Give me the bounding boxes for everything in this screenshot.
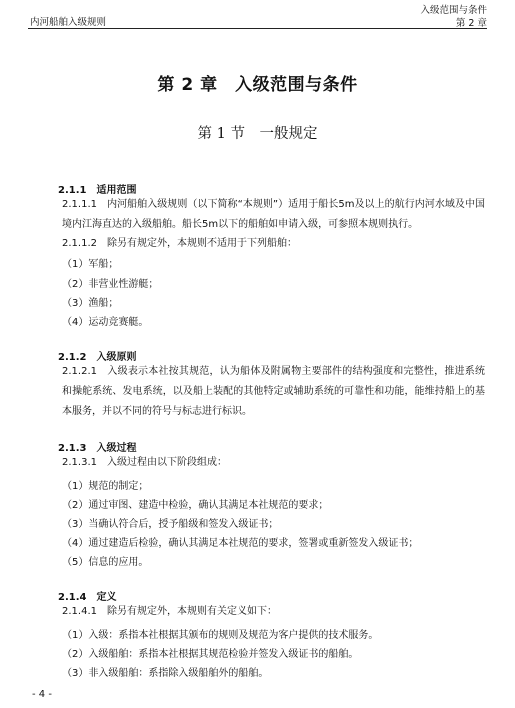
- list-item: （2）非营业性游艇；: [62, 279, 159, 290]
- header-chapter-number: 第 2 章: [455, 18, 487, 29]
- section-title: 第 1 节 一般规定: [197, 126, 318, 142]
- running-header-right: [420, 4, 487, 30]
- paragraph-text: 2.1.1.2 除另有规定外，本规则不适用于下列船舶：: [62, 238, 297, 249]
- list-item: （1）规范的制定；: [62, 481, 149, 492]
- chapter-title: 第 2 章 入级范围与条件: [157, 75, 358, 95]
- paragraph-text: 2.1.3.1 入级过程由以下阶段组成：: [62, 457, 227, 468]
- header-divider: [28, 28, 487, 29]
- paragraph-2-1-1-2: [35, 234, 485, 254]
- list-item: （4）运动竞赛艇。: [62, 317, 149, 328]
- heading-2-1-1: 2.1.1 适用范围: [58, 185, 137, 196]
- list-item: （3）渔船；: [62, 298, 119, 309]
- list-item: （2）通过审图、建造中检验，确认其满足本社规范的要求；: [62, 500, 329, 511]
- page-number: - 4 -: [32, 689, 52, 700]
- list-item: （1）军船；: [62, 259, 119, 270]
- list-item: （4）通过建造后检验，确认其满足本社规范的要求，签署或重新签发入级证书；: [62, 538, 419, 549]
- paragraph-2-1-1-1: [35, 195, 485, 235]
- paragraph-2-1-2-1: [35, 362, 485, 422]
- heading-2-1-2: 2.1.2 入级原则: [58, 352, 137, 363]
- paragraph-text: 2.1.2.1 入级表示本社按其规范，认为船体及附属物主要部件的结构强度和完整性，推进系统和操舵系统、发电系统，以及船上装配的其他特定或辅助系统的可靠性和功能，能维持船上的基本服务，并以不同的符号与标志进行标识。: [62, 366, 485, 417]
- list-item: （3）非入级船舶：系指除入级船舶外的船舶。: [62, 668, 269, 679]
- list-item: （5）信息的应用。: [62, 557, 149, 568]
- header-section-name: 入级范围与条件: [420, 5, 487, 16]
- heading-2-1-4: 2.1.4 定义: [58, 592, 117, 603]
- paragraph-2-1-3-1: [35, 453, 485, 473]
- paragraph-2-1-4-1: [35, 602, 485, 622]
- list-item: （3）当确认符合后，授予船级和签发入级证书；: [62, 519, 279, 530]
- list-item: （1）入级：系指本社根据其颁布的规则及规范为客户提供的技术服务。: [62, 630, 379, 641]
- list-item: （2）入级船舶：系指本社根据其规范检验并签发入级证书的船舶。: [62, 649, 359, 660]
- paragraph-text: 2.1.4.1 除另有规定外，本规则有关定义如下：: [62, 606, 277, 617]
- heading-2-1-3: 2.1.3 入级过程: [58, 443, 137, 454]
- running-header-left: 内河船舶入级规则: [30, 17, 107, 28]
- paragraph-text: 2.1.1.1 内河船舶入级规则（以下简称“本规则”）适用于船长5m及以上的航行内河水域及中国境内江海直达的入级船舶。船长5m以下的船舶如申请入级，可参照本规则执行。: [62, 199, 485, 230]
